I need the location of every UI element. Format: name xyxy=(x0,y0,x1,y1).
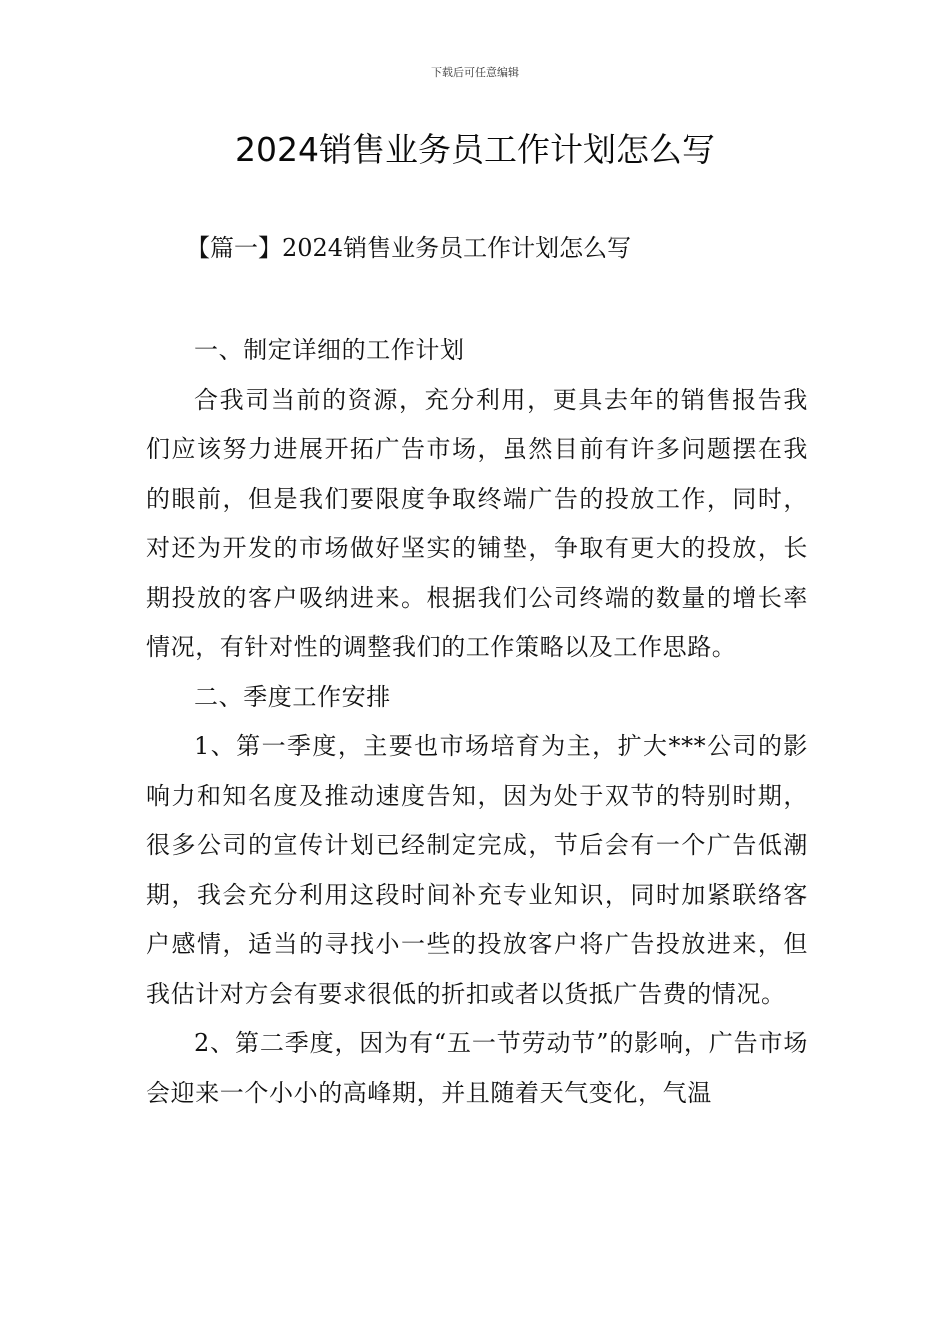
page-header-note: 下载后可任意编辑 xyxy=(431,66,519,79)
heading-work-plan: 一、制定详细的工作计划 xyxy=(194,336,465,364)
paragraph-first-quarter: 1、第一季度，主要也市场培育为主，扩大***公司的影响力和知名度及推动速度告知，因为处于双节的特别时期，很多公司的宣传计划已经制定完成，节后会有一个广告低潮期，我会充分利用这段时间补充专业知识，同时加紧联络客户感情，适当的寻找小一些的投放客户将广告投放进来，但我估计对方会有要求很低的折扣或者以货抵广告费的情况。 xyxy=(146,732,808,1008)
heading-quarterly-arrangement: 二、季度工作安排 xyxy=(194,682,391,711)
document-body xyxy=(146,326,808,1118)
document-title: 2024销售业务员工作计划怎么写 xyxy=(235,130,715,169)
section-title: 【篇一】2024销售业务员工作计划怎么写 xyxy=(186,234,632,262)
paragraph-second-quarter: 2、第二季度，因为有“五一节劳动节”的影响，广告市场会迎来一个小小的高峰期，并且随着天气变化，气温 xyxy=(146,1029,808,1107)
paragraph-work-plan: 合我司当前的资源，充分利用，更具去年的销售报告我们应该努力进展开拓广告市场，虽然目前有许多问题摆在我的眼前，但是我们要限度争取终端广告的投放工作，同时，对还为开发的市场做好坚实的铺垫，争取有更大的投放，长期投放的客户吸纳进来。根据我们公司终端的数量的增长率情况，有针对性的调整我们的工作策略以及工作思路。 xyxy=(146,385,808,661)
